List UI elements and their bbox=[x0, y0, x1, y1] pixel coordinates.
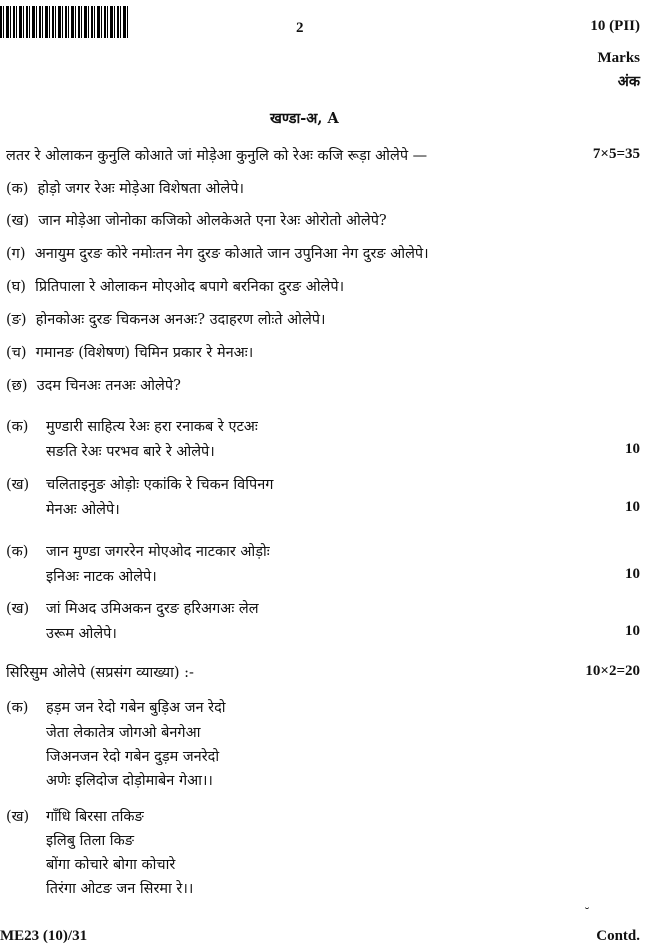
footer-contd: Contd. bbox=[596, 928, 640, 944]
poem-label: (ख) bbox=[6, 809, 30, 825]
q2-item-line: मुण्डारी साहित्य रेअः हरा रनाकब रे एटअः bbox=[46, 419, 258, 435]
poem-line: तिरंगा ओटङ जन सिरमा रे।। bbox=[46, 881, 194, 897]
poem-line: अणेः इलिदोज दोड़ोमाबेन गेआ।। bbox=[46, 773, 213, 789]
q3-item-label: (क) bbox=[6, 544, 29, 560]
q2-item-line: मेनअः ओलेपे। bbox=[46, 502, 120, 518]
question-4-text: सिरिसुम ओलेपे (सप्रसंग व्याख्या) :- bbox=[6, 665, 194, 681]
paper-code: 10 (PII) bbox=[590, 18, 640, 34]
list-item: (छ) उदम चिनअः तनअः ओलेपे? bbox=[6, 378, 181, 394]
list-item: (ख) जान मोड़ेआ जोनोका कजिको ओलकेअते एना रेअः ओरोतो ओलेपे? bbox=[6, 213, 387, 229]
poem-line: हड़म जन रेदो गबेन बुड़िअ जन रेदो bbox=[46, 700, 226, 716]
poem-line: गाँधि बिरसा तकिङ bbox=[46, 809, 144, 825]
footer-code: ME23 (10)/31 bbox=[0, 928, 88, 944]
q3-item-label: (ख) bbox=[6, 601, 30, 617]
marks-label: Marks bbox=[597, 50, 640, 66]
list-item: (च) गमानङ (विशेषण) चिमिन प्रकार रे मेनअः। bbox=[6, 345, 254, 361]
list-item: (घ) प्रितिपाला रे ओलाकन मोएओद बपागे बरनिका दुरङ ओलेपे। bbox=[6, 279, 345, 295]
list-item: (ग) अनायुम दुरङ कोरे नमोःतन नेग दुरङ कोआते जान उपुनिआ नेग दुरङ ओलेपे। bbox=[6, 246, 429, 262]
q3-item-marks: 10 bbox=[625, 623, 640, 639]
q3-item-line: जान मुण्डा जगररेन मोएओद नाटकार ओड़ोः bbox=[46, 544, 270, 560]
q3-item-line: इनिअः नाटक ओलेपे। bbox=[46, 569, 157, 585]
q2-item-marks: 10 bbox=[625, 441, 640, 457]
question-4-marks: 10×2=20 bbox=[585, 663, 640, 679]
poem-label: (क) bbox=[6, 700, 29, 716]
q2-item-label: (क) bbox=[6, 419, 29, 435]
poem-line: जेता लेकातेत्र जोगओ बेनगेआ bbox=[46, 725, 201, 741]
question-1-marks: 7×5=35 bbox=[592, 146, 640, 162]
q3-item-line: उरूम ओलेपे। bbox=[46, 626, 117, 642]
poem-line: जिअनजन रेदो गबेन दुड़म जनरेदो bbox=[46, 749, 220, 765]
q2-item-line: चलिताइनुङ ओड़ोः एकांकि रे चिकन विपिनग bbox=[46, 477, 274, 493]
q2-item-label: (ख) bbox=[6, 477, 30, 493]
list-item: (ङ) होनकोअः दुरङ चिकनअ अनअः? उदाहरण लोःते ओलेपे। bbox=[6, 312, 326, 328]
poem-line: बोंगा कोचारे बोगा कोचारे bbox=[46, 857, 176, 873]
marks-label-hindi: अंक bbox=[617, 73, 640, 90]
list-item: (क) होड़ो जगर रेअः मोड़ेआ विशेषता ओलेपे। bbox=[6, 181, 244, 197]
stray-mark: ˘ bbox=[584, 906, 590, 920]
page-number: 2 bbox=[296, 20, 304, 36]
poem-line: इलिबु तिला किङ bbox=[46, 833, 134, 849]
q3-item-line: जां मिअद उमिअकन दुरङ हरिअगअः लेल bbox=[46, 601, 259, 617]
q2-item-line: सङति रेअः परभव बारे रे ओलेपे। bbox=[46, 444, 215, 460]
section-title: खण्डा-अ, A bbox=[270, 110, 339, 127]
question-1-text: लतर रे ओलाकन कुनुलि कोआते जां मोड़ेआ कुनुलि को रेअः कजि रूड़ा ओलेपे — bbox=[6, 148, 428, 164]
barcode bbox=[0, 6, 128, 38]
q3-item-marks: 10 bbox=[625, 566, 640, 582]
q2-item-marks: 10 bbox=[625, 499, 640, 515]
